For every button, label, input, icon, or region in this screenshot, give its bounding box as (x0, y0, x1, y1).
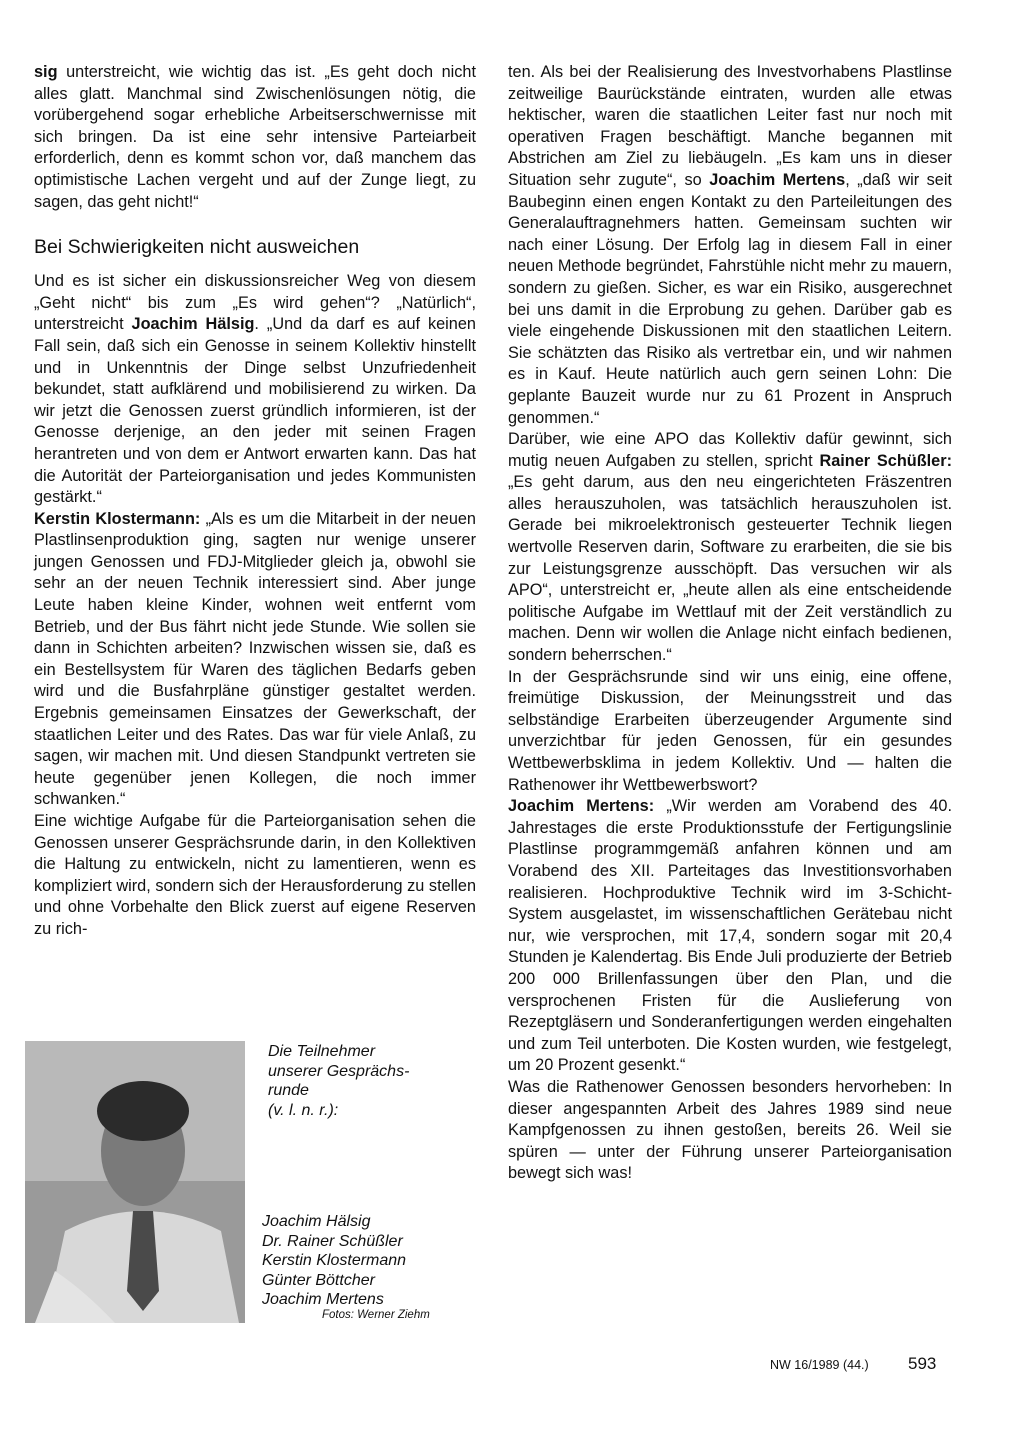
paragraph-text: Was die Rathenower Genossen besonders hervorheben: In dieser angespannten Arbeit des Jahres 1989 sind neue Kampfgenossen zu ihnen gestoßen, bereits 26. Weil sie spüren — unter der Führung unserer Parteiorganisation bewegt sich was! (508, 1077, 952, 1183)
paragraph-text: , „daß wir seit Baubeginn einen engen Kontakt zu den Parteileitungen des Generalauftragnehmers hatten. Gemeinsam suchten wir nach einer Lösung. Der Erfolg lag in diesem Fall in einer neuen Methode begründet, Fahrstühle nicht mehr zu mauern, sondern zu gießen. Sicher, es war ein Risiko, ausgerechnet bei uns damit in die Erprobung zu gehen. Darüber gab es viele eingehende Diskussionen mit den staatlichen Leitern. Sie schätzten das Risiko als vertretbar ein, und wir nahmen es in Kauf. Heute natürlich auch gern seinen Lohn: Die geplante Bauzeit wurde nur zu 61 Prozent in Anspruch genommen.“ (508, 170, 952, 427)
speaker-name: sig (34, 63, 58, 81)
page-number: 593 (908, 1354, 937, 1373)
speaker-name: Joachim Hälsig (131, 315, 255, 334)
caption-line: Die Teilnehmer (268, 1043, 376, 1060)
paragraph-text: unterstreicht, wie wichtig das ist. „Es geht doch nicht alles glatt. Manchmal sind Zwischenlösungen nötig, die vorübergehend sogar erhebliche Arbeitserschwernisse mit sich bringen. Da ist eine sehr intensive Parteiarbeit erforderlich, denn es kommt schon vor, daß manchem das optimistische Lachen vergeht und auf der Zunge liegt, zu sagen, das geht nicht!“ (34, 63, 476, 211)
paragraph-text: „Wir werden am Vorabend des 40. Jahrestages die erste Produktionsstufe der Fertigungslinie Plastlinse programmgemäß anfahren können und am Vorabend des XII. Parteitages das Investitionsvorhaben realisieren. Hochproduktive Technik wird im 3-Schicht-System ausgelastet, im wissenschaftlichen Gerätebau nicht nur, wie versprochen, mit 17,4, sondern sogar mit 20,4 Stunden je Kalendertag. Bis Ende Juli produzierte der Betrieb 200 000 Brillenfassungen über den Plan, und die versprochenen Fristen für die Auslieferung von Rezeptgläsern und Sonderanfertigungen werden eingehalten und zum Teil unterboten. Die Kosten wurden, wie festgelegt, um 20 Prozent gesenkt.“ (508, 797, 952, 1075)
paragraph-text: Darüber, wie eine APO das Kollektiv dafür gewinnt, sich mutig neuen Aufgaben zu stellen, spricht (508, 430, 952, 470)
paragraph-text: „Als es um die Mitarbeit in der neuen Plastlinsenproduktion ging, sagten nur wenige unserer jungen Genossen und FDJ-Mitglieder gleich ja, obwohl sie sehr an der neuen Technik interessiert sind. Aber junge Leute haben kleine Kinder, wohnen weit entfernt vom Betrieb, und der Bus fährt nicht jede Stunde. Wie sollen sie dann in Schichten arbeiten? Inzwischen wissen sie, daß es ein Bestellsystem für Waren des täglichen Bedarfs geben wird und die Busfahrpläne günstiger gestaltet werden. Ergebnis gemeinsamen Einsatzes der Gewerkschaft, der staatlichen Leiter und des Rates. Das war für viele Anlaß, zu sagen, wir machen mit. Und diesen Standpunkt vertreten sie heute gegenüber jenen Kollegen, die noch immer schwanken.“ (34, 509, 476, 809)
paragraph (508, 1077, 952, 1185)
caption-line: runde (268, 1082, 309, 1099)
paragraph (508, 796, 952, 1077)
left-column (34, 62, 476, 941)
paragraph (34, 509, 476, 811)
paragraph (34, 811, 476, 941)
participant-name: Günter Böttcher (262, 1271, 375, 1289)
issue-label: NW 16/1989 (44.) (770, 1358, 869, 1372)
paragraph-text: Eine wichtige Aufgabe für die Parteiorganisation sehen die Genossen unserer Gesprächsrunde darin, in den Kollektiven die Haltung zu entwickeln, nicht zu lamentieren, wenn es kompliziert wird, sondern sich der Herausforderung zu stellen und ohne Vorbehalte den Blick zuerst auf eigene Reserven zu rich- (34, 812, 476, 938)
caption-line: unserer Gesprächs- (268, 1062, 410, 1080)
participant-name: Joachim Hälsig (262, 1213, 371, 1230)
section-heading: Bei Schwierigkeiten nicht ausweichen (34, 236, 360, 259)
participant-names (262, 1212, 472, 1310)
photo-credit: Fotos: Werner Ziehm (322, 1309, 430, 1321)
participant-name: Kerstin Klostermann (262, 1252, 407, 1269)
speaker-name: Joachim Mertens: (508, 797, 655, 816)
participant-name: Joachim Mertens (262, 1291, 384, 1308)
paragraph-text: . „Und da darf es auf keinen Fall sein, daß sich ein Genosse in seinem Kollektiv hinstellt und in Unkenntnis der Dinge selbst Unzufriedenheit bekundet, statt aufklärend und mobilisierend zu wirken. Da wir jetzt die Genossen zuerst gründlich informieren, ist der Genosse derjenige, an den jeder mit seinen Fragen herantreten und von dem er Antwort erwarten kann. Das hat die Autorität der Parteiorganisation und jedes Kommunisten gestärkt.“ (34, 315, 476, 507)
participant-name: Dr. Rainer Schüßler (262, 1232, 403, 1250)
speaker-name: Kerstin Klostermann: (34, 509, 201, 528)
right-column (508, 62, 952, 1185)
caption-line: (v. l. n. r.): (268, 1101, 339, 1119)
speaker-name: Joachim Mertens (709, 170, 846, 189)
speaker-name: Rainer Schüßler: (819, 451, 952, 470)
paragraph-text: Und es ist sicher ein diskussionsreicher Weg von diesem „Geht nicht“ bis zum „Es wird gehen“? „Natürlich“, unterstreicht (34, 272, 476, 334)
paragraph-text: ten. Als bei der Realisierung des Investvorhabens Plastlinse zeitweilige Baurückstände eintraten, wurden alle etwas hektischer, waren die staatlichen Leiter fast nur noch mit operativen Fragen beschäftigt. Manche begannen mit Abstrichen am Ziel zu liebäugeln. „Es kam uns in dieser Situation sehr zugute“, so (508, 63, 952, 189)
paragraph (508, 429, 952, 667)
paragraph-text: In der Gesprächsrunde sind wir uns einig, eine offene, freimütige Diskussion, der Meinungsstreit und das selbständige Erarbeiten überzeugender Argumente sind unverzichtbar für jeden Genossen, für ein gesundes Wettbewerbsklima in jedem Kollektiv. Und — halten die Rathenower ihr Wettbewerbswort? (508, 667, 952, 794)
photo-image (25, 1041, 245, 1323)
paragraph (34, 62, 476, 213)
paragraph-text: „Es geht darum, aus den neu eingerichteten Fräszentren alles herauszuholen, was tatsächlich herauszuholen ist. Gerade bei mikroelektronisch gesteuerter Technik liegen wertvolle Reserven darin, Software zu erarbeiten, die sie bis zur Leistungsgrenze ausschöpft. Das versuchen wir als APO“, unterstreicht er, „heute allen als eine entscheidende politische Aufgabe im Wettlauf mit der Zeit verständlich zu machen. Denn wir wollen die Anlage nicht einfach bedienen, sondern beherrschen.“ (508, 473, 952, 665)
paragraph (508, 667, 952, 797)
paragraph (34, 271, 476, 509)
participant-photo (25, 1041, 245, 1323)
photo-caption (268, 1042, 468, 1120)
paragraph (508, 62, 952, 429)
